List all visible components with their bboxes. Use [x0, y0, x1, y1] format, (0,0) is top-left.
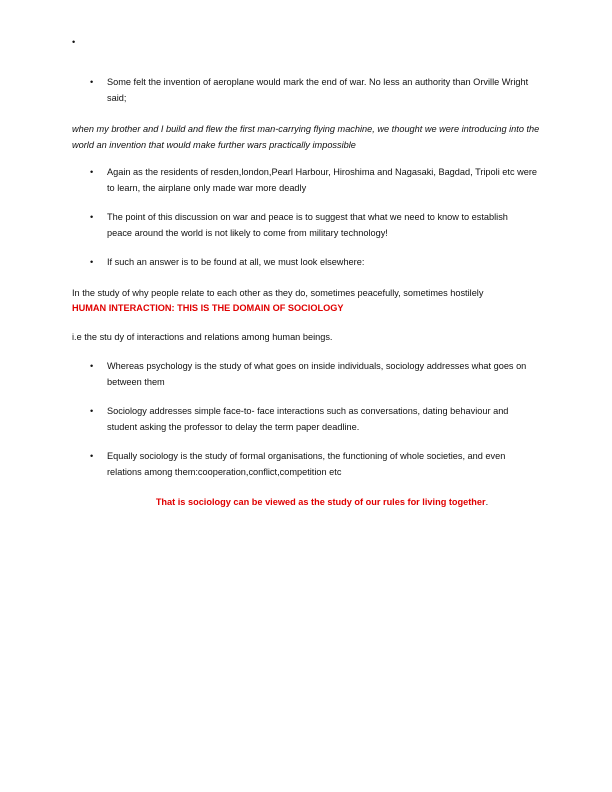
bullet-icon: • — [90, 451, 94, 461]
bullet-icon: • — [90, 361, 94, 371]
list-item: The point of this discussion on war and peace is to suggest that what we need to know to establish peace around the world is not likely to come from military technology! — [107, 212, 508, 238]
bullet-icon: • — [90, 212, 94, 222]
conclusion-period: . — [485, 497, 489, 507]
lone-bullet: • — [72, 37, 76, 47]
wright-quote: when my brother and I build and flew the first man-carrying flying machine, we thought we were introducing into the world an invention that would make further wars practically impossible — [72, 124, 540, 150]
list-item: If such an answer is to be found at all, we must look elsewhere: — [107, 257, 365, 267]
list-item: Sociology addresses simple face-to- face interactions such as conversations, dating behaviour and student asking the professor to delay the term paper deadline. — [107, 406, 509, 432]
list-item: Again as the residents of resden,london,Pearl Harbour, Hiroshima and Nagasaki, Bagdad, Tripoli etc were to learn, the airplane only made war more deadly — [107, 167, 538, 193]
bullet-icon: • — [90, 406, 94, 416]
conclusion — [72, 494, 572, 510]
list-item: Equally sociology is the study of formal organisations, the functioning of whole societies, and even relations among them:cooperation,conflict,competition etc — [107, 451, 506, 477]
bullet-icon: • — [90, 257, 94, 267]
section-heading: HUMAN INTERACTION: THIS IS THE DOMAIN OF SOCIOLOGY — [72, 303, 344, 313]
paragraph: In the study of why people relate to each other as they do, sometimes peacefully, sometimes hostilely — [72, 288, 484, 298]
list-item: Some felt the invention of aeroplane would mark the end of war. No less an authority than Orville Wright said; — [107, 77, 529, 103]
conclusion-text: That is sociology can be viewed as the study of our rules for living together — [155, 497, 486, 507]
definition: i.e the stu dy of interactions and relations among human beings. — [72, 332, 333, 342]
bullet-icon: • — [90, 167, 94, 177]
bullet-icon: • — [90, 77, 94, 87]
list-item: Whereas psychology is the study of what goes on inside individuals, sociology addresses what goes on between them — [107, 361, 527, 387]
